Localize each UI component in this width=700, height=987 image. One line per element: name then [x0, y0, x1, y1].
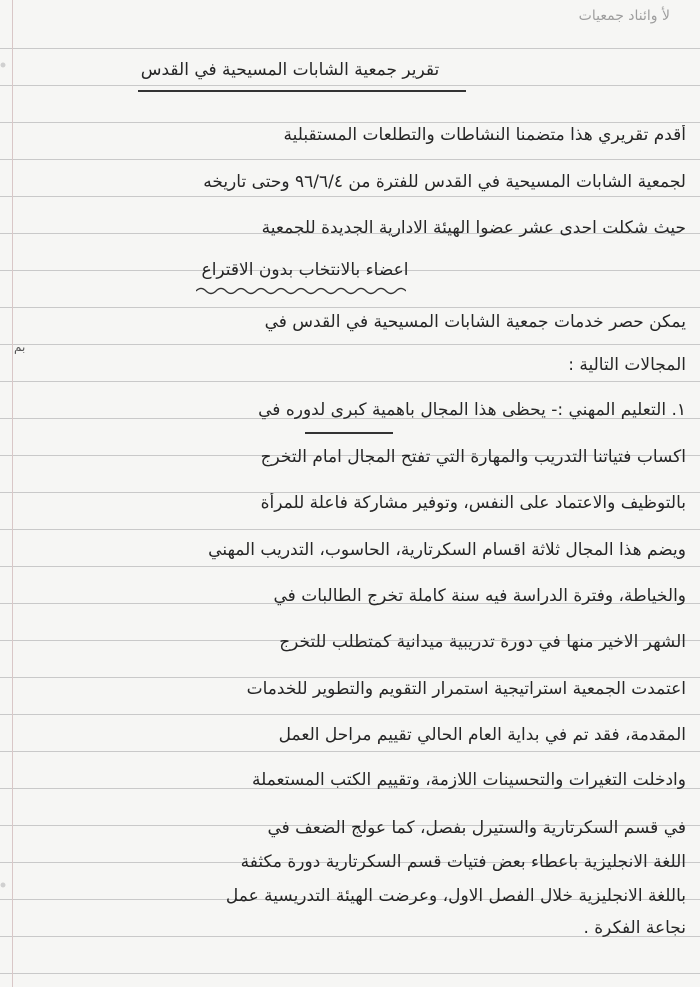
- paragraph-line: المجالات التالية :: [568, 355, 686, 375]
- subheading: اعضاء بالانتخاب بدون الاقتراع: [201, 260, 409, 280]
- section-line: وادخلت التغيرات والتحسينات اللازمة، وتقييم الكتب المستعملة: [251, 770, 686, 790]
- section-line: ويضم هذا المجال ثلاثة اقسام السكرتارية، الحاسوب، التدريب المهني: [208, 540, 686, 560]
- title-underline: [138, 90, 466, 92]
- section-line: نجاعة الفكرة .: [583, 918, 686, 938]
- section-line: المقدمة، فقد تم في بداية العام الحالي تقييم مراحل العمل: [278, 725, 686, 745]
- section-line: اعتمدت الجمعية استراتيجية استمرار التقويم والتطوير للخدمات: [246, 679, 686, 699]
- section-line: بالتوظيف والاعتماد على النفس، وتوفير مشاركة فاعلة للمرأة: [260, 493, 686, 513]
- section-line: اللغة الانجليزية باعطاء بعض فتيات قسم السكرتارية دورة مكثفة: [240, 852, 686, 872]
- section-line: والخياطة، وفترة الدراسة فيه سنة كاملة تخرج الطالبات في: [273, 586, 686, 606]
- punch-hole-mark: [0, 880, 10, 890]
- paragraph-line: يمكن حصر خدمات جمعية الشابات المسيحية في القدس في: [264, 312, 686, 332]
- section-line: باللغة الانجليزية خلال الفصل الاول، وعرضت الهيئة التدريسية عمل: [225, 886, 686, 906]
- punch-hole-mark: [0, 60, 10, 70]
- section-line: في قسم السكرتارية والستيرل بفصل، كما عولج الضعف في: [267, 818, 686, 838]
- paragraph-line: لجمعية الشابات المسيحية في القدس للفترة من ٩٦/٦/٤ وحتى تاريخه: [203, 172, 686, 192]
- paragraph-line: أقدم تقريري هذا متضمنا النشاطات والتطلعات المستقبلية: [283, 125, 686, 145]
- paragraph-line: حيث شكلت احدى عشر عضوا الهيئة الادارية الجديدة للجمعية: [261, 218, 686, 238]
- section-line: اكساب فتياتنا التدريب والمهارة التي تفتح المجال امام التخرج: [260, 447, 686, 467]
- wavy-underline: [196, 286, 406, 296]
- section-line: ١. التعليم المهني :- يحظى هذا المجال باهمية كبرى لدوره في: [258, 400, 686, 420]
- section-heading-underline: [305, 432, 393, 434]
- section-line: الشهر الاخير منها في دورة تدريبية ميدانية كمتطلب للتخرج: [279, 632, 686, 652]
- margin-mark: بم: [14, 340, 26, 354]
- corner-note: لأ وائناد جمعيات: [578, 8, 670, 24]
- document-title: تقرير جمعية الشابات المسيحية في القدس: [140, 60, 440, 80]
